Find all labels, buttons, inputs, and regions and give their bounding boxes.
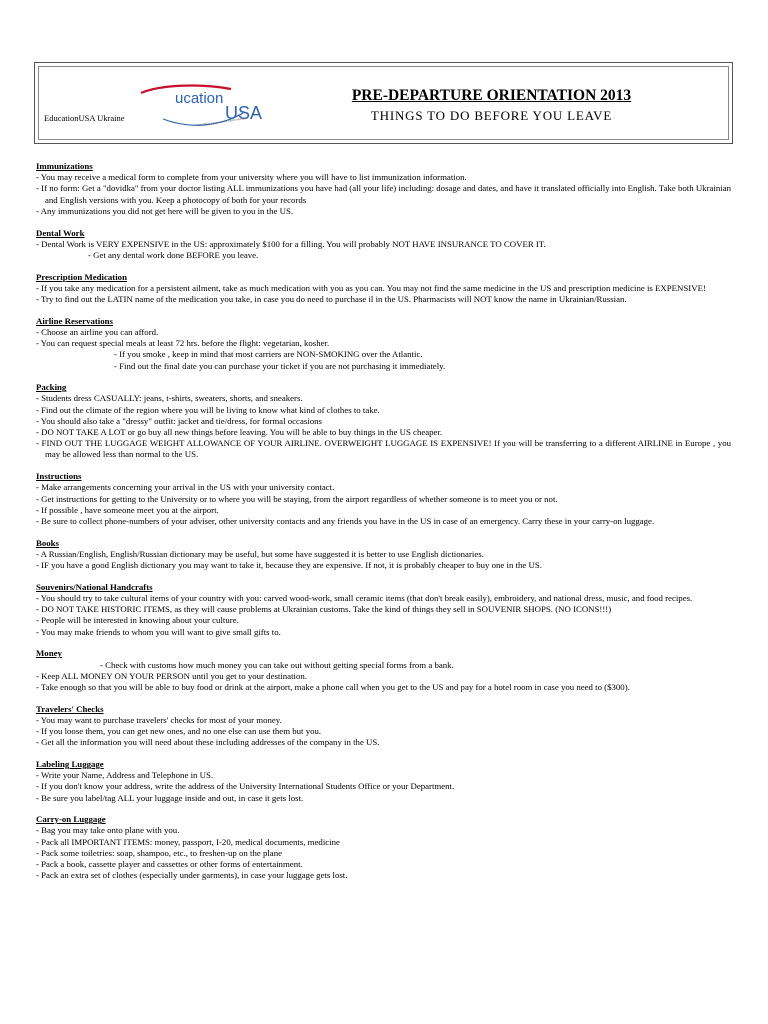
section-heading: Books <box>36 537 59 548</box>
list-item: - Pack some toiletries: soap, shampoo, etc., to freshen-up on the plane <box>36 847 283 858</box>
list-item: - Bag you may take onto plane with you. <box>36 825 180 836</box>
logo-tagline: Your official source on U.S. higher education <box>196 116 248 127</box>
list-item: - Get any dental work done BEFORE you leave. <box>88 249 259 260</box>
logo-wordmark-left: ucation <box>175 90 224 107</box>
list-item: - Get all the information you will need about these including addresses of the company in the US. <box>36 737 380 748</box>
list-item: - You may receive a medical form to complete from your university where you will have to list immunization information. <box>36 172 467 183</box>
section-labeling-luggage <box>36 759 731 804</box>
section-travelers-checks <box>36 704 731 749</box>
list-item: - FIND OUT THE LUGGAGE WEIGHT ALLOWANCE OF YOUR AIRLINE. OVERWEIGHT LUGGAGE IS EXPENSIVE! If you will be transferring to a different AIRLINE in Europe , you may be allowed less than normal to the US. <box>36 438 731 460</box>
list-item: - Pack an extra set of clothes (especially under garments), in case your luggage gets lost. <box>36 870 348 881</box>
list-item: - Dental Work is VERY EXPENSIVE in the US: approximately $100 for a filling. You will probably NOT HAVE INSURANCE TO COVER IT. <box>36 238 546 249</box>
list-item: - Choose an airline you can afford. <box>36 326 159 337</box>
educationusa-logo <box>139 79 269 139</box>
list-item: - If you don't know your address, write the address of the University International Students Office or your Department. <box>36 781 455 792</box>
org-name: EducationUSA Ukraine <box>44 113 125 123</box>
list-item: - Be sure to collect phone-numbers of your adviser, other university contacts and any friends you have in the US in case of an emergency. Carry these in your carry-on luggage. <box>36 515 655 526</box>
section-heading: Immunizations <box>36 161 93 171</box>
section-heading: Travelers' Checks <box>36 703 104 714</box>
list-item: - Get instructions for getting to the University or to where you will be staying, from the airport regardless of whether someone is to meet you or not. <box>36 493 558 504</box>
section-prescription-medication <box>36 272 731 306</box>
list-item: - Make arrangements concerning your arrival in the US with your university contact. <box>36 482 335 493</box>
list-item: - You should also take a "dressy" outfit: jacket and tie/dress, for formal occasions <box>36 415 322 426</box>
section-heading: Carry-on Luggage <box>36 814 106 825</box>
list-item: - If no form: Get a "dovidka" from your doctor listing ALL immunizations you have had (all your life) including: dosage and dates, and have it translated officially into English. Take both Ukrainian and English versions with you. Keep a photocopy of both for your records <box>36 183 731 205</box>
list-item: - Students dress CASUALLY: jeans, t-shirts, sweaters, shorts, and sneakers. <box>36 393 303 404</box>
list-item: - Any immunizations you did not get here will be given to you in the US. <box>36 205 294 216</box>
list-item: - Check with customs how much money you can take out without getting special forms from a bank. <box>100 659 454 670</box>
list-item: - DO NOT TAKE HISTORIC ITEMS, as they will cause problems at Ukrainian customs. Take the kind of things they sell in SOUVENIR SHOPS. (NO ICONS!!!) <box>36 604 612 615</box>
section-instructions <box>36 471 731 527</box>
list-item: - DO NOT TAKE A LOT or go buy all new things before leaving. You will be able to buy things in the US cheaper. <box>36 427 443 438</box>
list-item: - You should try to take cultural items of your country with you: carved wood-work, small ceramic items (that don't break easily), embroidery, and national dress, music, and food recipes. <box>36 593 693 603</box>
list-item: - Pack a book, cassette player and cassettes or other forms of entertainment. <box>36 859 303 870</box>
list-item: - Keep ALL MONEY ON YOUR PERSON until you get to your destination. <box>36 670 307 681</box>
page-subtitle: THINGS TO DO BEFORE YOU LEAVE <box>370 108 613 123</box>
section-heading: Labeling Luggage <box>36 758 104 769</box>
section-packing <box>36 382 731 460</box>
section-heading: Money <box>36 648 62 659</box>
header-inner-border <box>38 66 729 140</box>
list-item: - People will be interested in knowing about your culture. <box>36 615 239 626</box>
section-heading: Instructions <box>36 471 82 482</box>
list-item: - IF you have a good English dictionary you may want to take it, because they are expensive. If not, it is probably cheaper to buy one in the US. <box>36 560 542 571</box>
list-item: - You may want to purchase travelers' checks for most of your money. <box>36 714 282 725</box>
section-money <box>36 648 731 693</box>
list-item: - A Russian/English, English/Russian dictionary may be useful, but some have suggested it is better to use English dictionaries. <box>36 548 484 559</box>
list-item: - If you take any medication for a persistent ailment, take as much medication with you as you can. You may not find the same medicine in the US and prescription medicine is EXPENSIVE! <box>36 282 706 293</box>
list-item: - You may make friends to whom you will want to give small gifts to. <box>36 626 281 637</box>
list-item: - If possible , have someone meet you at the airport. <box>36 504 219 515</box>
section-carry-on-luggage <box>36 814 731 881</box>
section-souvenirs <box>36 582 731 638</box>
document-body <box>36 161 731 892</box>
list-item: - Find out the final date you can purchase your ticket if you are not purchasing it immediately. <box>114 360 446 371</box>
page-title: PRE-DEPARTURE ORIENTATION 2013 <box>351 87 632 104</box>
list-item: - If you loose them, you can get new ones, and no one else can use them but you. <box>36 726 322 737</box>
list-item: - If you smoke , keep in mind that most carriers are NON-SMOKING over the Atlantic. <box>114 349 423 360</box>
list-item: - Write your Name, Address and Telephone in US. <box>36 770 214 781</box>
logo-wordmark-right: USA <box>225 103 263 123</box>
section-dental-work <box>36 228 731 262</box>
list-item: - Pack all IMPORTANT ITEMS: money, passport, I-20, medical documents, medicine <box>36 836 340 847</box>
list-item: - Be sure you label/tag ALL your luggage inside and out, in case it gets lost. <box>36 792 304 803</box>
section-airline-reservations <box>36 316 731 372</box>
section-heading: Prescription Medication <box>36 271 127 282</box>
section-heading: Packing <box>36 382 67 393</box>
list-item: - Take enough so that you will be able to buy food or drink at the airport, make a phone call when you get to the US and pay for a hotel room in case you need to ($300). <box>36 681 630 692</box>
header-box <box>34 62 733 144</box>
section-books <box>36 538 731 572</box>
list-item: - Try to find out the LATIN name of the medication you take, in case you do need to purchase il in the US. Pharmacists will NOT know the name in Ukrainian/Russian. <box>36 294 627 305</box>
list-item: - You can request special meals at least 72 hrs. before the flight: vegetarian, kosher. <box>36 338 330 349</box>
section-heading: Airline Reservations <box>36 315 113 326</box>
section-heading: Souvenirs/National Handcrafts <box>36 581 153 592</box>
section-immunizations <box>36 161 731 217</box>
section-heading: Dental Work <box>36 227 85 238</box>
list-item: - Find out the climate of the region where you will be living to know what kind of clothes to take. <box>36 404 380 415</box>
